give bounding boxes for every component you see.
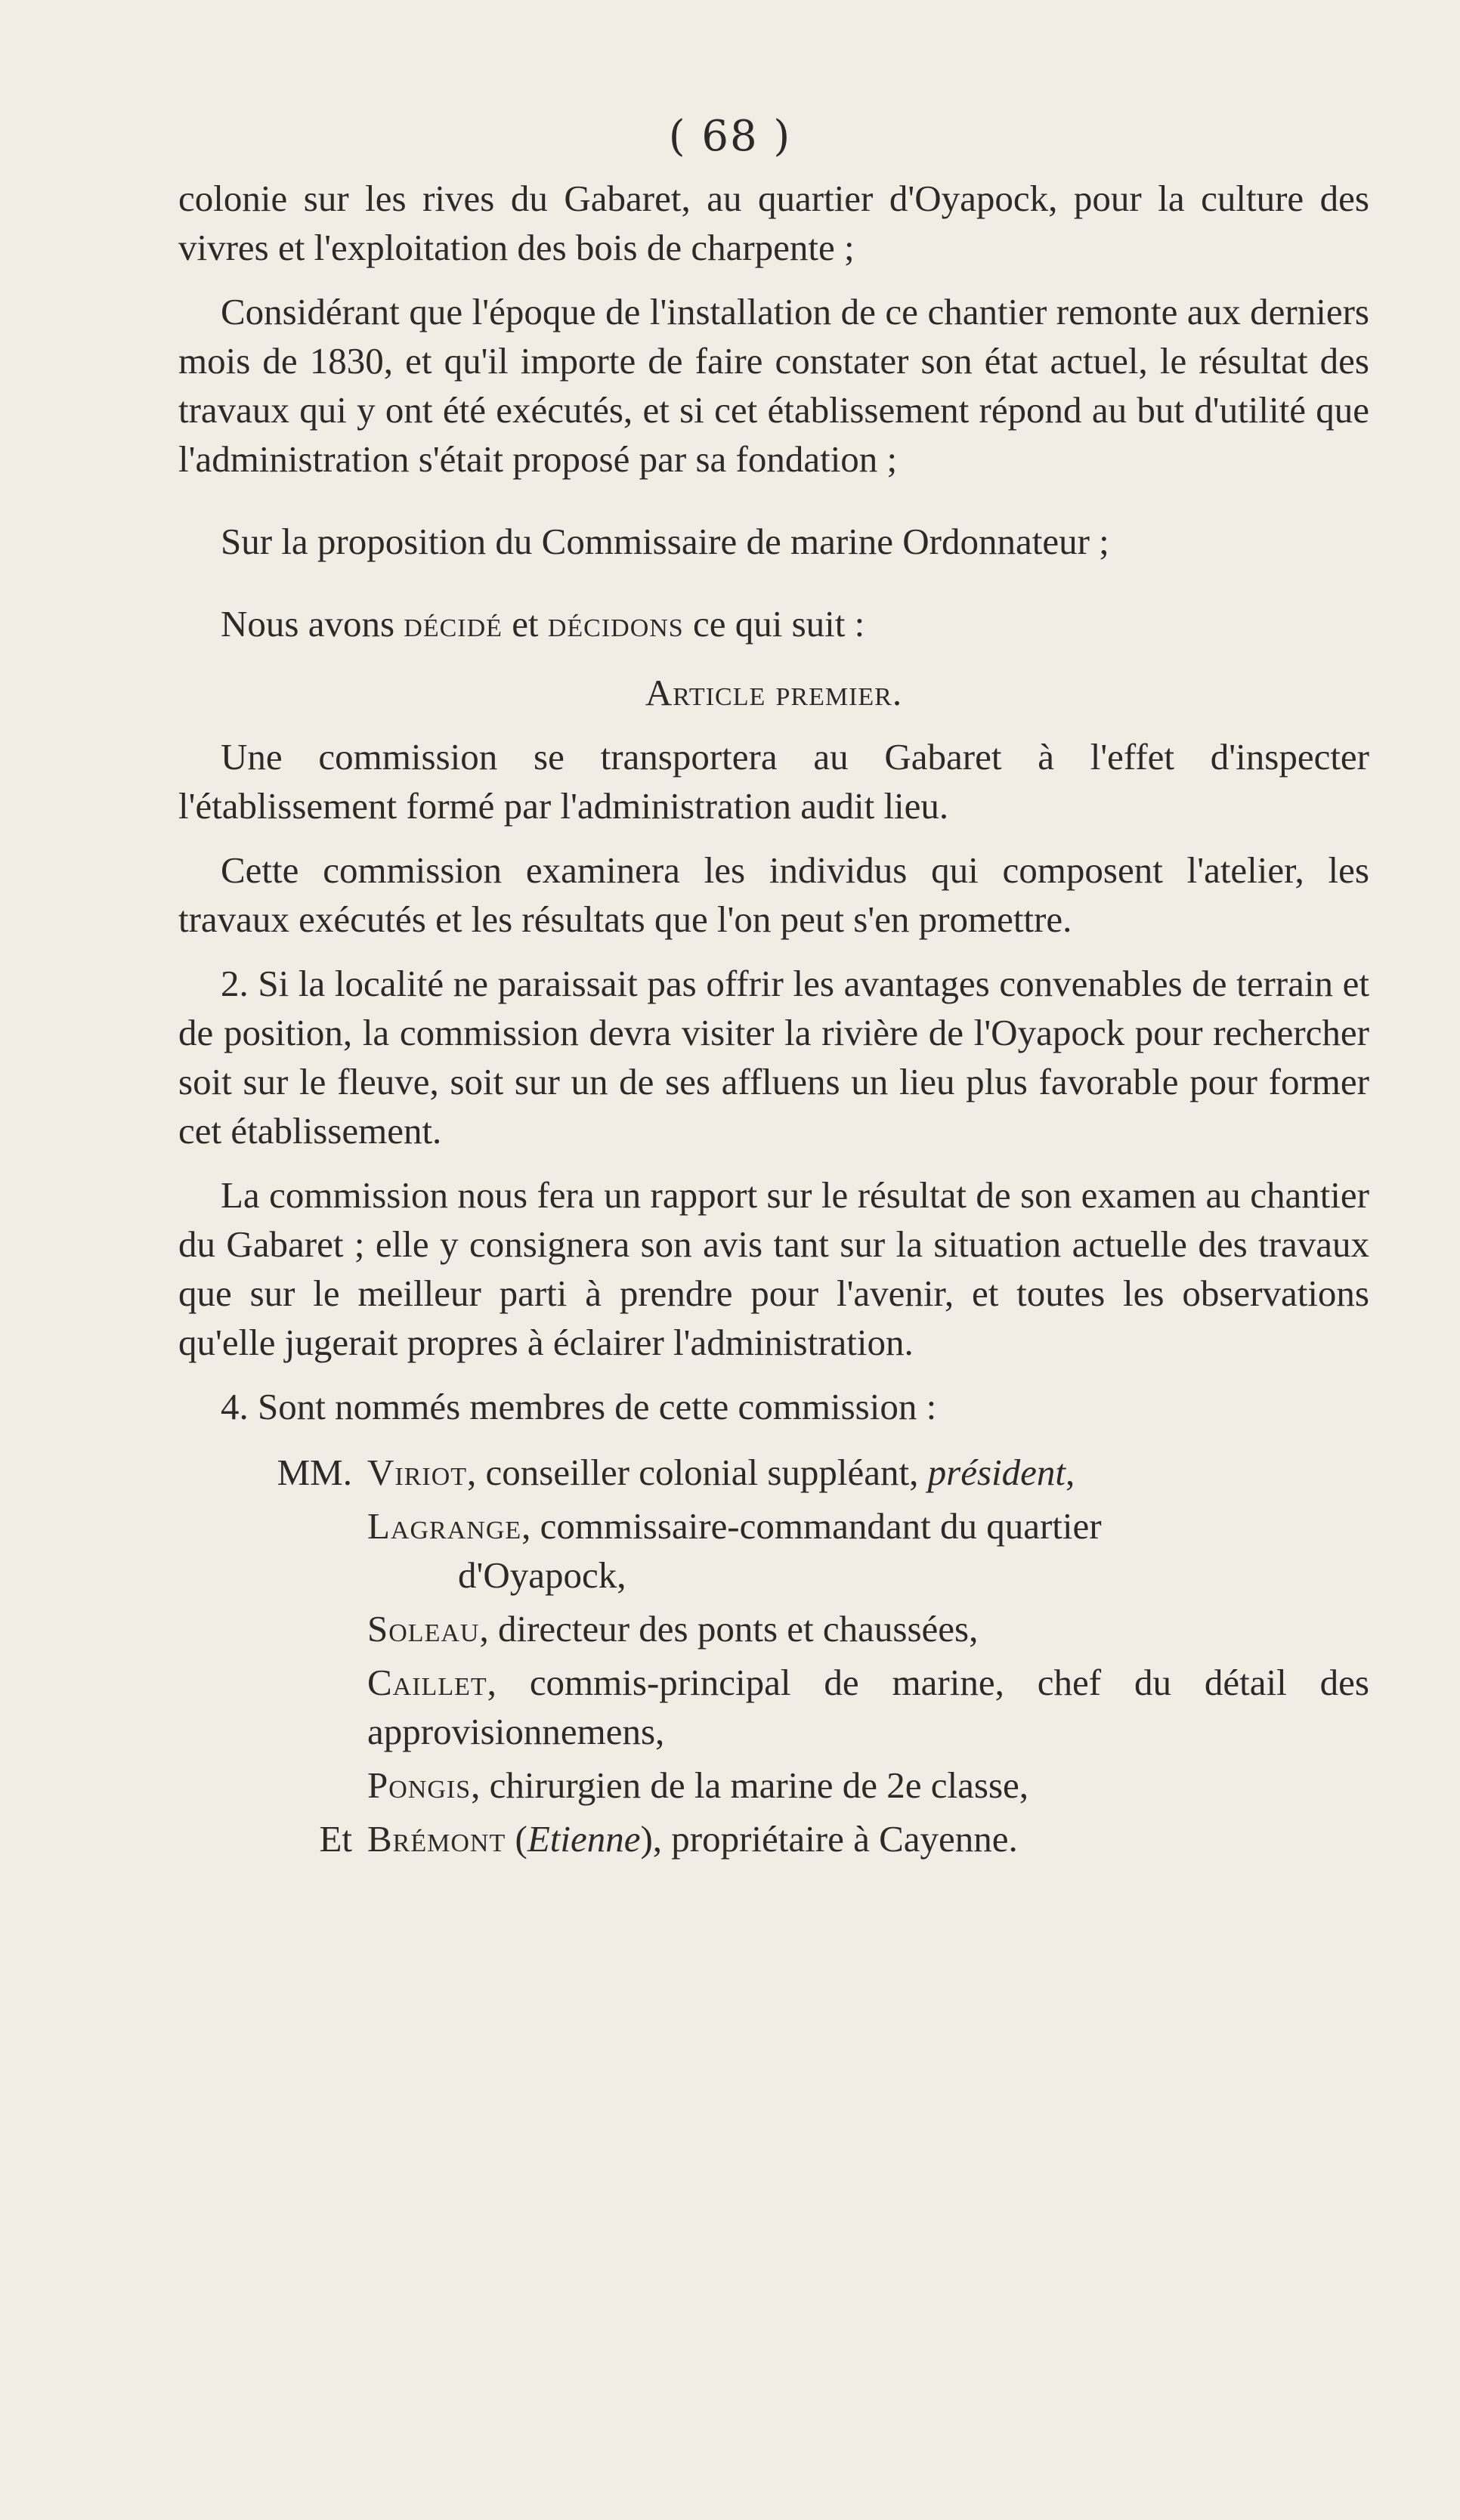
decision-keyword-decide: décidé [404, 603, 503, 645]
decision-text-and: et [512, 603, 539, 645]
page-body [178, 174, 1369, 1863]
decision-text-a: Nous avons [221, 603, 395, 645]
member-lead: MM. [277, 1452, 352, 1493]
paragraph-continuation: colonie sur les rives du Gabaret, au quartier d'Oyapock, pour la culture des vivres et l'exploitation des bois de charpente ; [178, 178, 1369, 268]
member-sep: , [521, 1505, 540, 1547]
paragraph-article-2: 2. Si la localité ne paraissait pas offrir les avantages convenables de terrain et de position, la commission devra visiter la rivière de l'Oyapock pour rechercher soit sur le fleuve, soit sur un de ses affluens un lieu plus favorable pour former cet établissement. [178, 963, 1369, 1152]
member-entry [277, 1448, 1369, 1497]
member-name: Pongis [367, 1764, 472, 1806]
paragraph-considering: Considérant que l'époque de l'installation de ce chantier remonte aux derniers mois de 1830, et qu'il importe de faire constater son état actuel, le résultat des travaux qui y ont été exécutés, et si cet établissement répond au but d'utilité que l'administration s'était proposé par sa fondation ; [178, 291, 1369, 480]
member-lead: Et [319, 1818, 352, 1860]
member-role: président [927, 1452, 1066, 1493]
member-entry [367, 1658, 1369, 1756]
member-entry [319, 1814, 1369, 1863]
member-desc: chirurgien de la marine de 2e classe, [489, 1764, 1029, 1806]
member-name: Lagrange [367, 1505, 522, 1547]
member-desc: commis-principal de marine, chef du détail des approvisionnemens, [367, 1662, 1369, 1752]
member-sep: , [467, 1452, 486, 1493]
member-entry [367, 1501, 1369, 1600]
member-entry [367, 1604, 1369, 1653]
member-desc: directeur des ponts et chaussées, [497, 1608, 979, 1650]
member-name: Caillet [367, 1662, 487, 1703]
member-entry [367, 1761, 1369, 1810]
member-firstname: Etienne [527, 1818, 641, 1860]
member-tail: ), propriétaire à Cayenne. [640, 1818, 1018, 1860]
decision-text-end: ce qui suit : [692, 603, 865, 645]
member-name: Soleau [367, 1608, 480, 1650]
paragraph-examine: Cette commission examinera les individus qui composent l'atelier, les travaux exécutés et les résultats que l'on peut s'en promettre. [178, 849, 1369, 940]
article-heading: Article premier. [645, 672, 903, 713]
member-sep: ( [506, 1818, 527, 1860]
member-desc: conseiller colonial suppléant, [485, 1452, 928, 1493]
paragraph-report: La commission nous fera un rapport sur le résultat de son examen au chantier du Gabaret ; elle y consignera son avis tant sur la situation actuelle des travaux que sur le meilleur parti à prendre pour l'avenir, et toutes les observations qu'elle jugerait propres à éclairer l'administration. [178, 1174, 1369, 1363]
paragraph-article-4: 4. Sont nommés membres de cette commission : [221, 1386, 937, 1427]
member-sep: , [479, 1608, 498, 1650]
member-name: Brémont [367, 1818, 506, 1860]
page-number: ( 68 ) [668, 112, 792, 161]
member-list [178, 1448, 1369, 1863]
member-tail: , [1066, 1452, 1075, 1493]
member-sep: , [471, 1764, 490, 1806]
member-name: Viriot [367, 1452, 468, 1493]
paragraph-decision [178, 599, 1369, 648]
member-desc-continuation: d'Oyapock, [458, 1554, 626, 1596]
member-sep: , [487, 1662, 530, 1703]
decision-keyword-decidons: décidons [547, 603, 684, 645]
member-desc: commissaire-commandant du quartier [540, 1505, 1102, 1547]
paragraph-article-1: Une commission se transportera au Gabaret à l'effet d'inspecter l'établissement formé par l'administration audit lieu. [178, 736, 1369, 827]
paragraph-proposal: Sur la proposition du Commissaire de marine Ordonnateur ; [221, 521, 1109, 562]
